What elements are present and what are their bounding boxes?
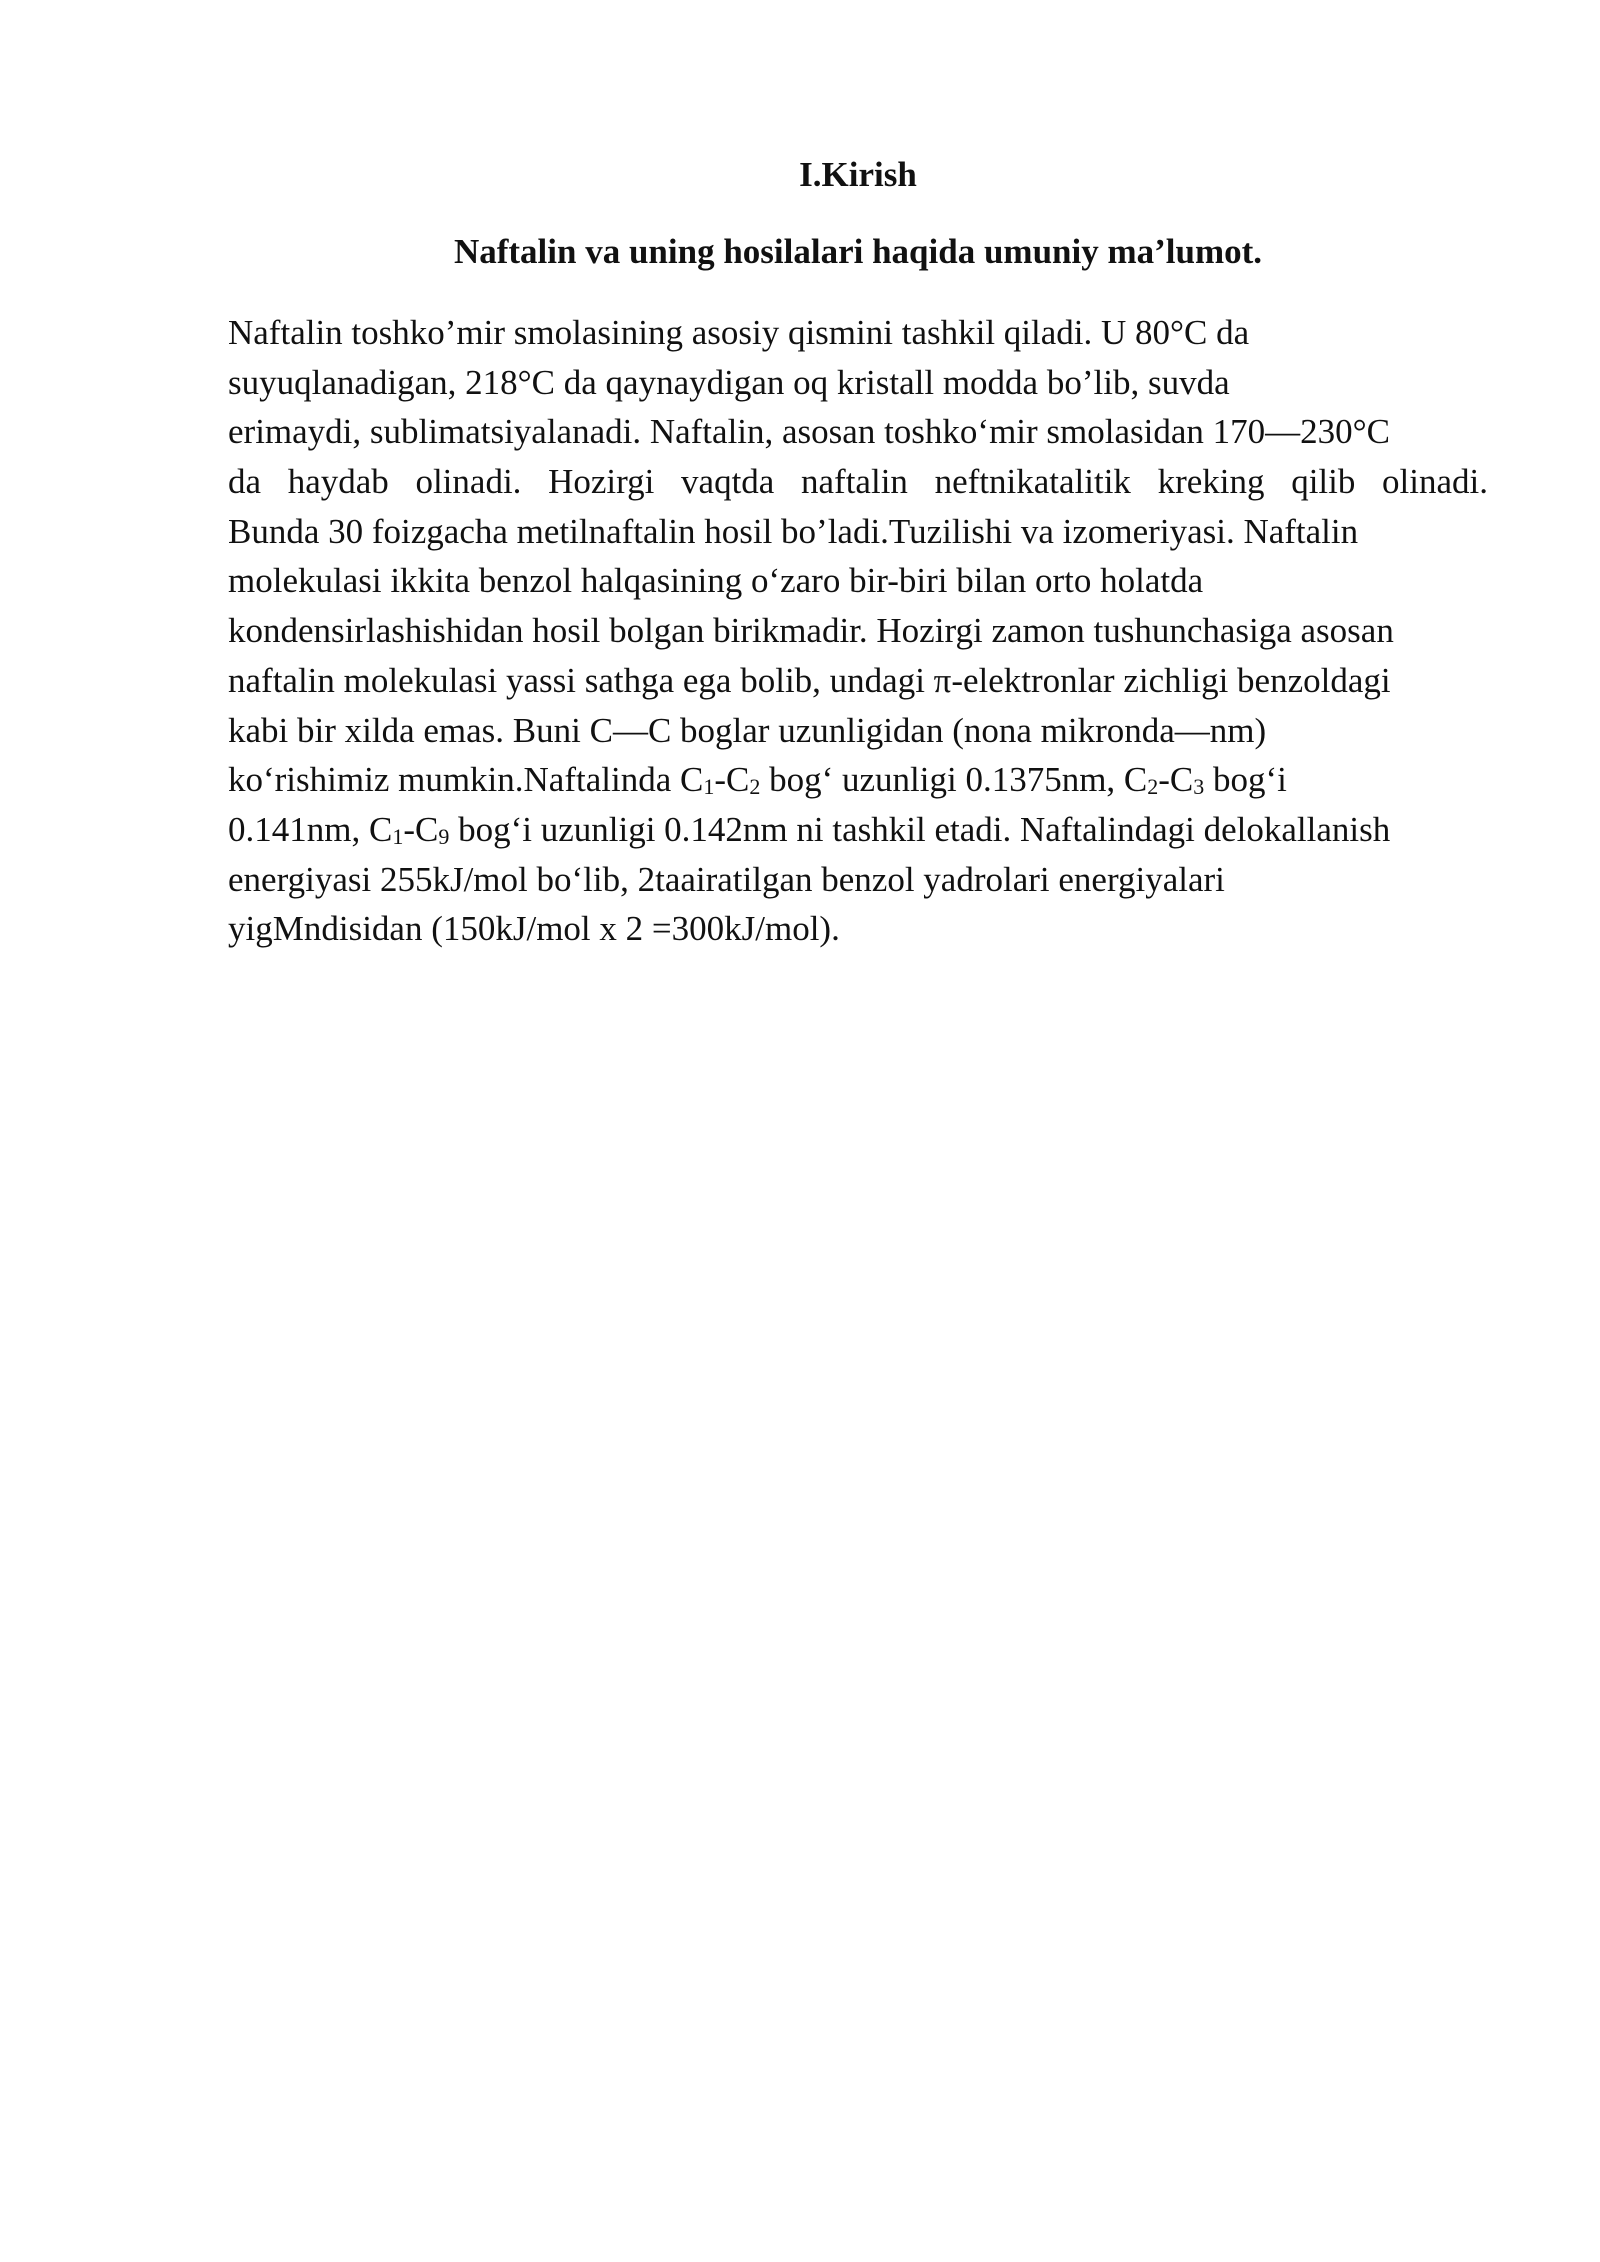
paragraph-line: energiyasi 255kJ/mol bo‘lib, 2taairatilgan benzol yadrolari energiyalari	[228, 859, 1225, 899]
text-run: -C	[403, 809, 439, 849]
body-paragraph	[228, 308, 1488, 954]
section-subheading: Naftalin va uning hosilalari haqida umuniy ma’lumot.	[453, 232, 1263, 271]
text-run: bog‘i uzunligi 0.142nm ni tashkil etadi. Naftalindagi delokallanish	[449, 809, 1391, 849]
subscript-number: 1	[392, 823, 404, 849]
text-run: -C	[1158, 760, 1194, 800]
section-heading: I.Kirish	[799, 155, 917, 194]
paragraph-line: erimaydi, sublimatsiyalanadi. Naftalin, asosan toshko‘mir smolasidan 170—230°C	[228, 412, 1391, 452]
paragraph-line: molekulasi ikkita benzol halqasining o‘zaro bir-biri bilan orto holatda	[228, 561, 1204, 601]
text-run: 0.141nm, C	[228, 809, 393, 849]
paragraph-line: Bunda 30 foizgacha metilnaftalin hosil bo’ladi.Tuzilishi va izomeriyasi. Naftalin	[228, 511, 1359, 551]
subscript-number: 1	[703, 774, 715, 800]
paragraph-line: naftalin molekulasi yassi sathga ega bolib, undagi π-elektronlar zichligi benzoldagi	[228, 660, 1391, 700]
text-run: bog‘i	[1204, 760, 1287, 800]
paragraph-line: suyuqlanadigan, 218°C da qaynaydigan oq kristall modda bo’lib, suvda	[228, 362, 1230, 402]
subscript-number: 2	[1147, 774, 1159, 800]
paragraph-line-bond-lengths	[228, 805, 1488, 855]
text-run: bog‘ uzunligi 0.1375nm, C	[760, 760, 1148, 800]
paragraph-line: da haydab olinadi. Hozirgi vaqtda naftalin neftnikatalitik kreking qilib olinadi.	[228, 462, 1488, 502]
subscript-number: 2	[749, 774, 761, 800]
subscript-number: 9	[438, 823, 450, 849]
paragraph-line: Naftalin toshko’mir smolasining asosiy qismini tashkil qiladi. U 80°C da	[228, 313, 1250, 352]
text-run: ko‘rishimiz mumkin.Naftalinda C	[228, 760, 704, 800]
text-run: -C	[714, 760, 750, 800]
paragraph-line: kondensirlashishidan hosil bolgan birikmadir. Hozirgi zamon tushunchasiga asosan	[228, 611, 1394, 651]
subscript-number: 3	[1193, 774, 1205, 800]
paragraph-line: yigMndisidan (150kJ/mol x 2 =300kJ/mol).	[228, 909, 840, 949]
paragraph-line-bond-lengths	[228, 755, 1488, 805]
paragraph-line: kabi bir xilda emas. Buni C—C boglar uzunligidan (nona mikronda—nm)	[228, 710, 1267, 750]
